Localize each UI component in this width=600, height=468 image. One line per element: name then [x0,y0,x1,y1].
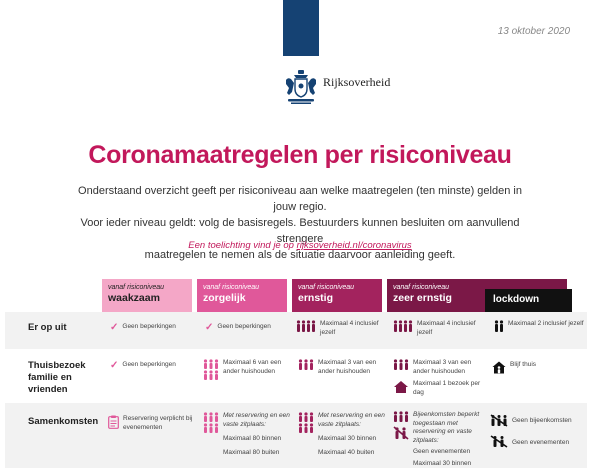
check-icon: ✓ [110,360,119,371]
people-group-icon [298,412,314,434]
coat-of-arms-icon [282,68,320,106]
cell-text: Maximaal 30 binnen [413,459,472,467]
cell-thuisbezoek-zeer-ernstig-2 [393,380,485,397]
cell-text-block [223,412,291,457]
intro-line: Voor ieder niveau geldt: volg de basisregels. Bestuurders kunnen besluiten om aanvullend strengere [80,217,520,245]
cell-text: Met reservering en een vaste zitplaats: [223,412,290,428]
cell-text: Met reservering en een vaste zitplaats: [318,412,385,428]
level-vanaf: vanaf risiconiveau [203,284,260,291]
row-background [5,351,587,401]
level-name: zorgelijk [203,292,246,304]
cell-text: Reservering verplicht bij evenementen [123,415,193,431]
level-vanaf: vanaf risiconiveau [393,284,450,291]
cell-thuisbezoek-lockdown [492,361,582,374]
people-group-icon [393,359,409,370]
cell-text: Blijf thuis [510,361,537,368]
people-group-icon [296,320,316,332]
cell-text: Geen beperkingen [122,361,176,368]
cell-thuisbezoek-zeer-ernstig-1 [393,359,485,376]
people-group-icon [393,320,413,332]
intro-line: maatregelen te nemen als de situatie daarvoor aanleiding geeft. [144,249,456,261]
level-header-zorgelijk [197,279,287,312]
cell-thuisbezoek-zorgelijk [203,359,291,381]
cell-text: Maximaal 3 van een ander huishouden [413,359,472,375]
cell-text: Maximaal 30 binnen [318,435,377,442]
cell-text: Maximaal 4 inclusief jezelf [417,320,476,336]
cell-text: Maximaal 6 van een ander huishouden [223,359,282,375]
check-icon: ✓ [110,322,119,333]
cell-er-op-uit-waakzaam [110,323,195,332]
cell-er-op-uit-ernstig [296,320,384,337]
cell-er-op-uit-lockdown [494,320,584,332]
cell-er-op-uit-zorgelijk [205,323,290,332]
people-group-icon [203,412,219,434]
explanation-link-line [0,240,600,251]
cell-text: Maximaal 2 inclusief jezelf [508,320,584,327]
cell-text-block [318,412,386,457]
cell-text: Geen evenementen [413,448,471,455]
cell-text: Geen evenementen [512,438,570,446]
link-prefix: Een toelichting vind je op [188,240,297,251]
cell-text: Maximaal 4 inclusief jezelf [320,320,379,336]
row-label-line: familie en [28,372,72,383]
document-date: 13 oktober 2020 [497,26,570,37]
lockdown-icons [490,414,508,448]
level-name: lockdown [493,294,540,305]
cell-samenkomsten-ernstig [298,412,386,457]
cell-text: Maximaal 1 bezoek per dag [413,380,481,396]
row-label-thuisbezoek [28,360,86,396]
cell-text: Geen beperkingen [217,323,271,330]
no-events-icon [490,435,508,448]
cell-thuisbezoek-ernstig [298,359,386,376]
logo-text: Rijksoverheid [323,75,391,89]
cell-samenkomsten-waakzaam [108,415,194,432]
page-title: Coronamaatregelen per risiconiveau [88,141,512,169]
level-header-lockdown [485,289,572,312]
no-events-icon [393,426,409,440]
row-label-er-op-uit: Er op uit [28,322,67,333]
people-group-icon [203,359,219,381]
cell-text: Bijeenkomsten beperkt toegestaan met reservering en vaste zitplaats: [413,411,480,444]
cell-text: Maximaal 3 van een ander huishouden [318,359,377,375]
cell-samenkomsten-zorgelijk [203,412,291,457]
logo-band [283,0,319,56]
clipboard-icon [108,415,119,429]
cell-samenkomsten-lockdown [490,414,582,448]
level-name: ernstig [298,292,334,304]
level-vanaf: vanaf risiconiveau [108,284,165,291]
level-name: zeer ernstig [393,292,452,304]
cell-text: Maximaal 80 binnen [223,435,282,442]
cell-samenkomsten-zeer-ernstig [393,411,485,468]
people-group-icon [393,411,409,422]
intro-text [70,183,530,263]
cell-er-op-uit-zeer-ernstig [393,320,483,337]
house-icon [393,380,409,394]
intro-line: Onderstaand overzicht geeft per risiconiveau aan welke maatregelen (ten minste) gelden in jouw regio. [78,185,522,213]
rijksoverheid-link[interactable]: rijksoverheid.nl/coronavirus [296,240,412,251]
cell-text-block [512,414,572,447]
row-label-line: vrienden [28,384,68,395]
cell-text: Maximaal 40 buiten [318,448,375,456]
level-name: waakzaam [108,292,160,304]
row-label-line: Thuisbezoek [28,360,86,371]
cell-text: Geen bijeenkomsten [512,417,572,424]
level-header-waakzaam [102,279,192,312]
row-label-samenkomsten: Samenkomsten [28,416,99,427]
cell-text-block [413,411,491,468]
cell-text: Maximaal 80 buiten [223,448,280,456]
check-icon: ✓ [205,322,214,333]
zeer-ernstig-icons [393,411,409,440]
house-person-icon [492,361,506,374]
level-header-ernstig [292,279,382,312]
level-vanaf: vanaf risiconiveau [298,284,355,291]
no-gathering-icon [490,414,508,427]
cell-text: Geen beperkingen [122,323,176,330]
people-pair-icon [494,320,504,332]
cell-thuisbezoek-waakzaam [110,361,195,370]
people-group-icon [298,359,314,370]
